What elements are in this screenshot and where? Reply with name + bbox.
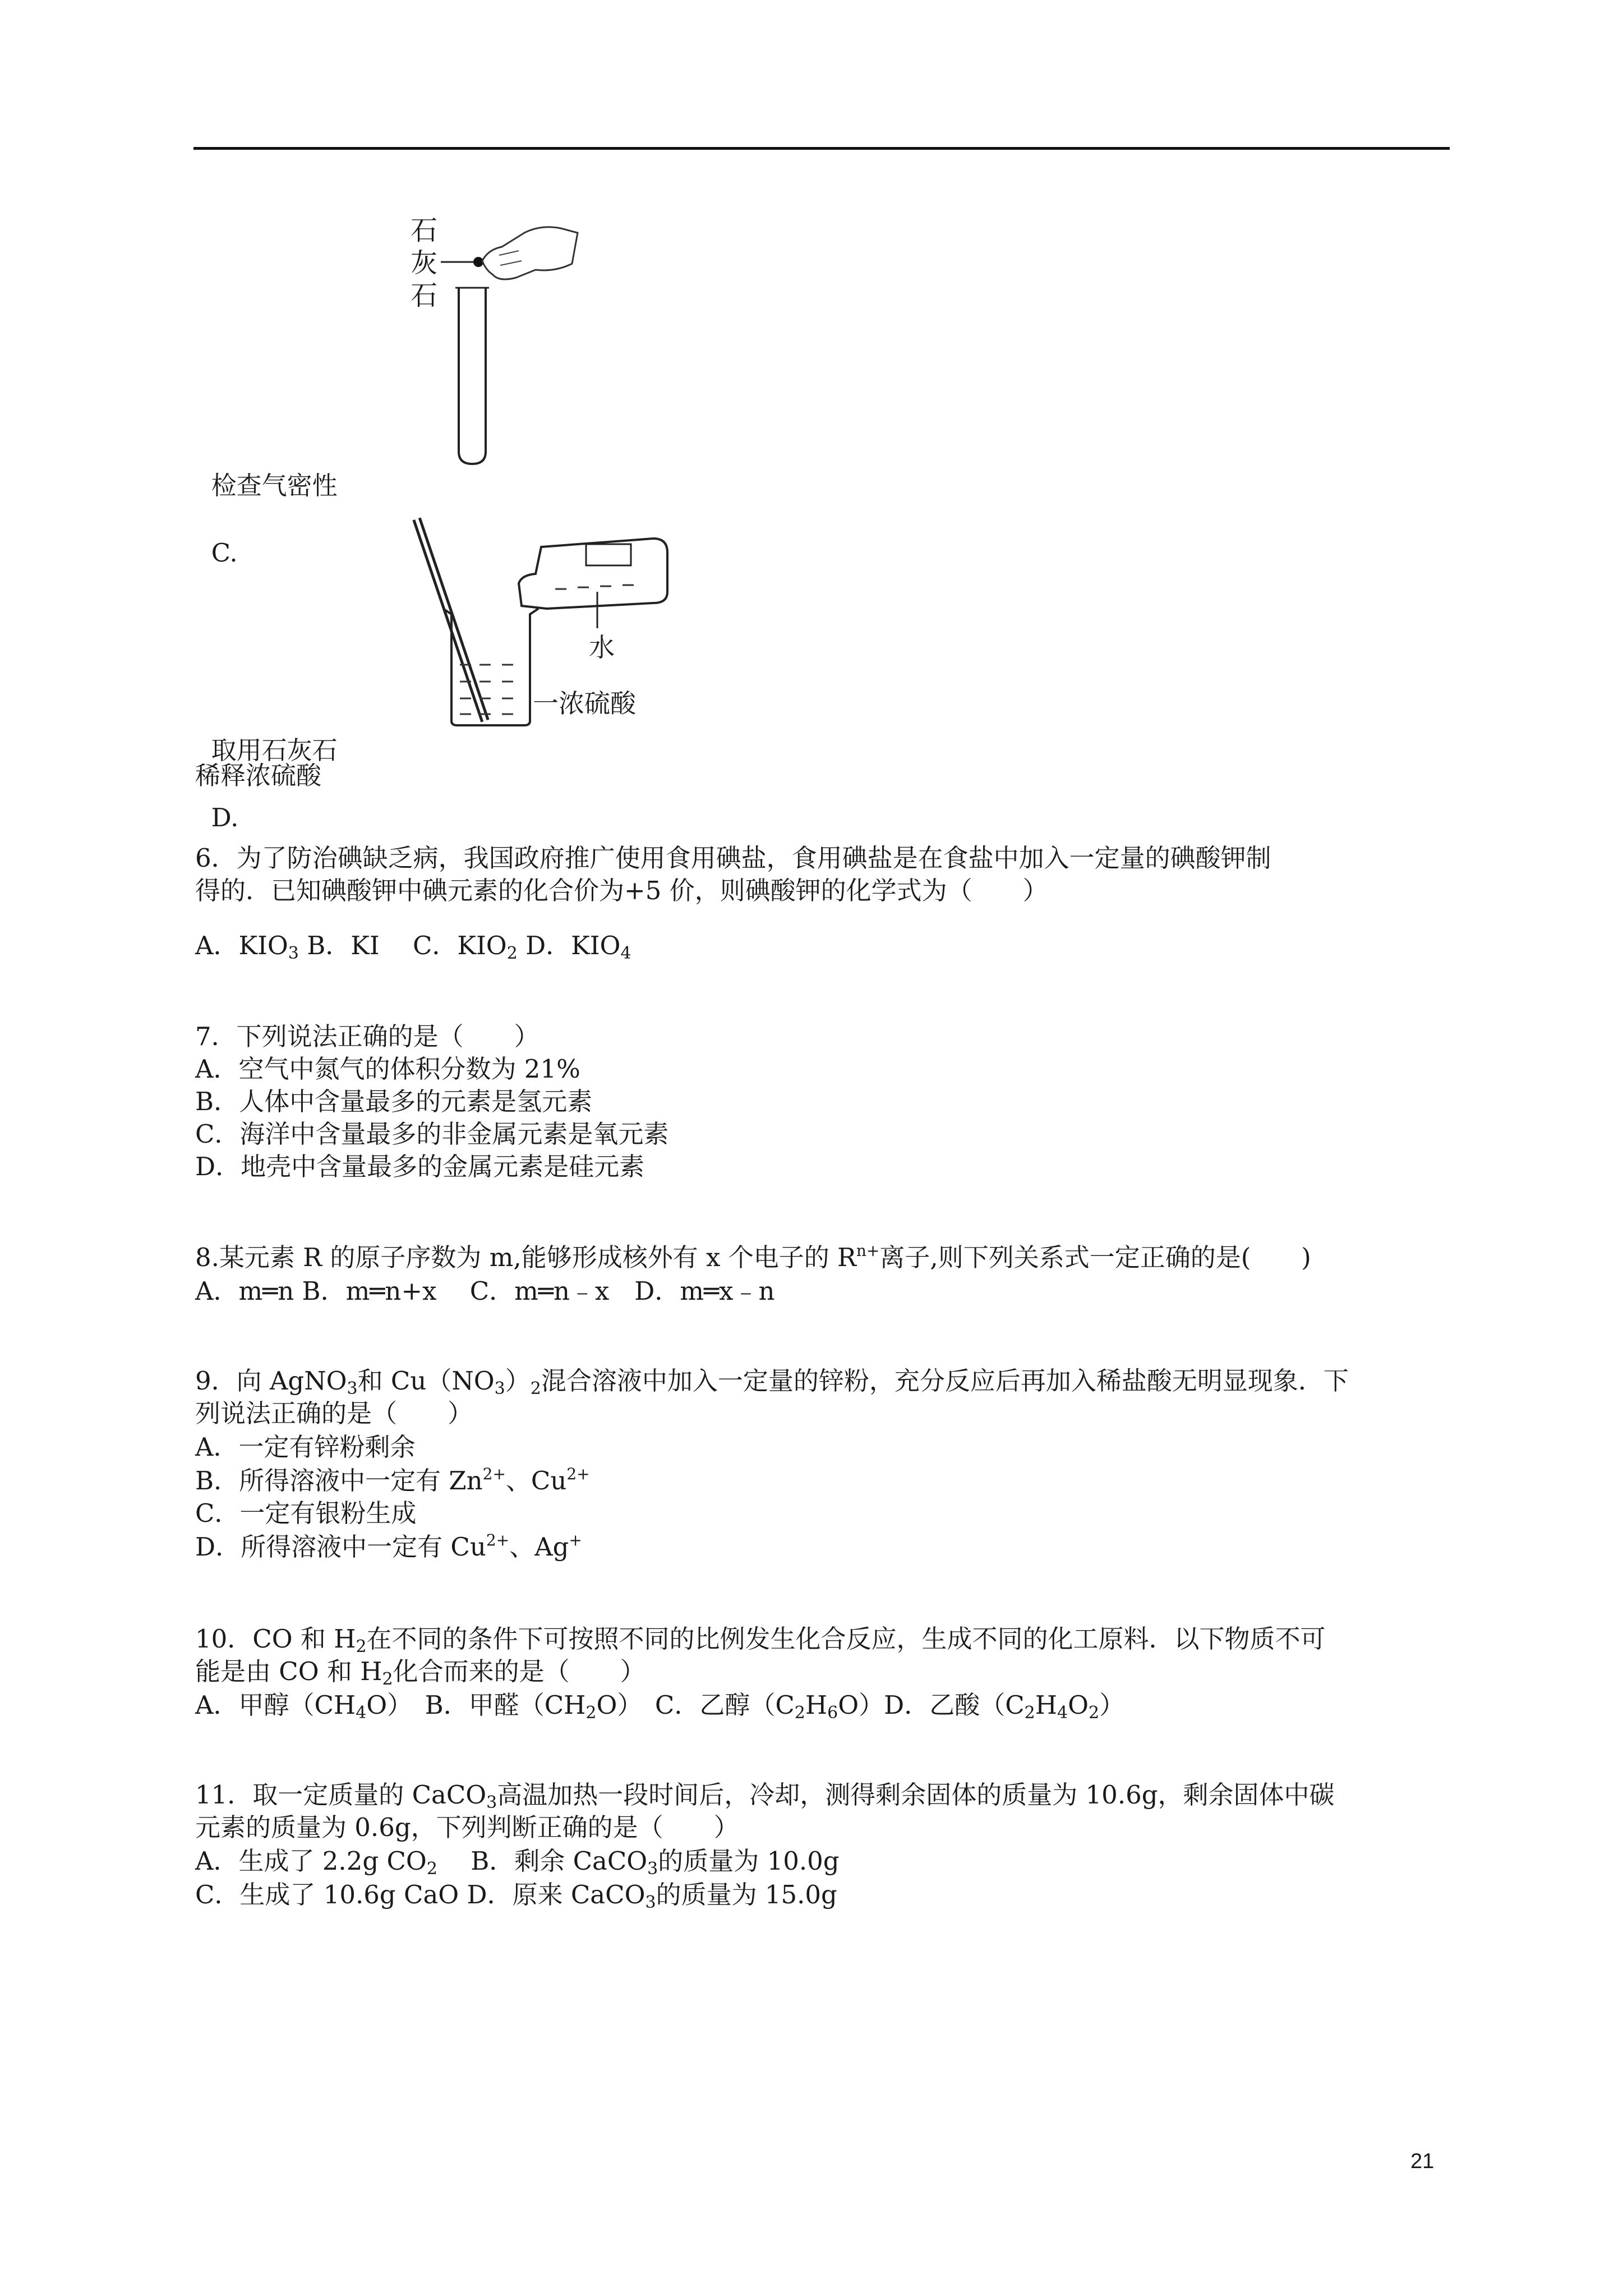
q11-options-cd: C．生成了 10.6g CaO D．原来 CaCO$_3$的质量为 15.0g — [195, 1880, 837, 1912]
page-number: 21 — [1410, 2150, 1435, 2173]
q11-stem-line1: 11．取一定质量的 CaCO$_3$高温加热一段时间后，冷却，测得剩余固体的质量为 10.6g，剩余固体中碳 — [195, 1780, 1335, 1812]
q7-option-d: D．地壳中含量最多的金属元素是硅元素 — [195, 1152, 645, 1181]
q7-stem: 7．下列说法正确的是（ ） — [195, 1022, 540, 1051]
q7-option-a: A．空气中氮气的体积分数为 21% — [195, 1054, 580, 1084]
q7-option-b: B．人体中含量最多的元素是氢元素 — [195, 1087, 593, 1116]
q7-option-c: C．海洋中含量最多的非金属元素是氧元素 — [195, 1119, 669, 1149]
q8-stem: 8.某元素 R 的原子序数为 m,能够形成核外有 x 个电子的 $R^{n+}$离子,则下列关系式一定正确的是( ) — [195, 1241, 1311, 1272]
header-rule — [193, 147, 1450, 150]
beaker-figure — [412, 513, 676, 735]
q9-option-c: C．一定有银粉生成 — [195, 1498, 417, 1528]
fig2-label-water: 水 — [589, 632, 615, 662]
fig2-label-acid: 一浓硫酸 — [533, 688, 636, 719]
q10-stem-line1: 10．CO 和 $H_2$在不同的条件下可按照不同的比例发生化合反应，生成不同的化工原料．以下物质不可 — [195, 1624, 1326, 1657]
option-d-label: D. — [211, 803, 239, 832]
q11-stem-line2: 元素的质量为 0.6g，下列判断正确的是（ ） — [195, 1812, 739, 1842]
test-tube-figure — [404, 216, 589, 468]
option-c-label: C. — [211, 538, 238, 568]
q6-stem-line1: 6．为了防治碘缺乏病，我国政府推广使用食用碘盐，食用碘盐是在食盐中加入一定量的碘酸钾制 — [195, 843, 1271, 873]
q6-stem-line2: 得的．已知碘酸钾中碘元素的化合价为+5 价，则碘酸钾的化学式为（ ） — [195, 876, 1048, 905]
q9-option-b: B．所得溶液中一定有 $Zn^{2+}$、$Cu^{2+}$ — [195, 1465, 590, 1496]
q9-stem-line1: 9．向 AgNO$_3$和 $Cu(NO_3)_2$混合溶液中加入一定量的锌粉，充分反应后再加入稀盐酸无明显现象．下 — [195, 1366, 1349, 1398]
fig1-label-2: 灰 — [411, 247, 438, 279]
q10-stem-line2: 能是由 CO 和 $H_2$化合而来的是（ ） — [195, 1657, 645, 1689]
option-c-caption: 取用石灰石 — [211, 735, 338, 765]
fig1-label-1: 石 — [411, 216, 438, 246]
q9-stem-line2: 列说法正确的是（ ） — [195, 1398, 473, 1428]
q9-option-d: D．所得溶液中一定有 $Cu^{2+}$、Ag+ — [195, 1531, 582, 1562]
option-b-caption: 检查气密性 — [211, 471, 338, 500]
q6-options: A．$KIO_3$ B．KI C．$KIO_2$ D．$KIO_4$ — [195, 931, 631, 963]
fig1-label-3: 石 — [411, 280, 438, 311]
q11-options-ab: A．生成了 2.2g $CO_2$ B．剩余 CaCO$_3$的质量为 10.0g — [195, 1846, 840, 1879]
q10-options: A．甲醇$(CH_4O)$ B．甲醛$(CH_2O)$ C．乙醇$(C_2H_6O)D$．乙酸$(C_2H_4O_2)$ — [195, 1690, 1125, 1723]
q8-options: A．m═n B．m═n+x C．m═n﹣x D．m═x﹣n — [195, 1276, 775, 1306]
option-d-caption: 稀释浓硫酸 — [195, 761, 322, 790]
q9-option-a: A．一定有锌粉剩余 — [195, 1432, 416, 1462]
